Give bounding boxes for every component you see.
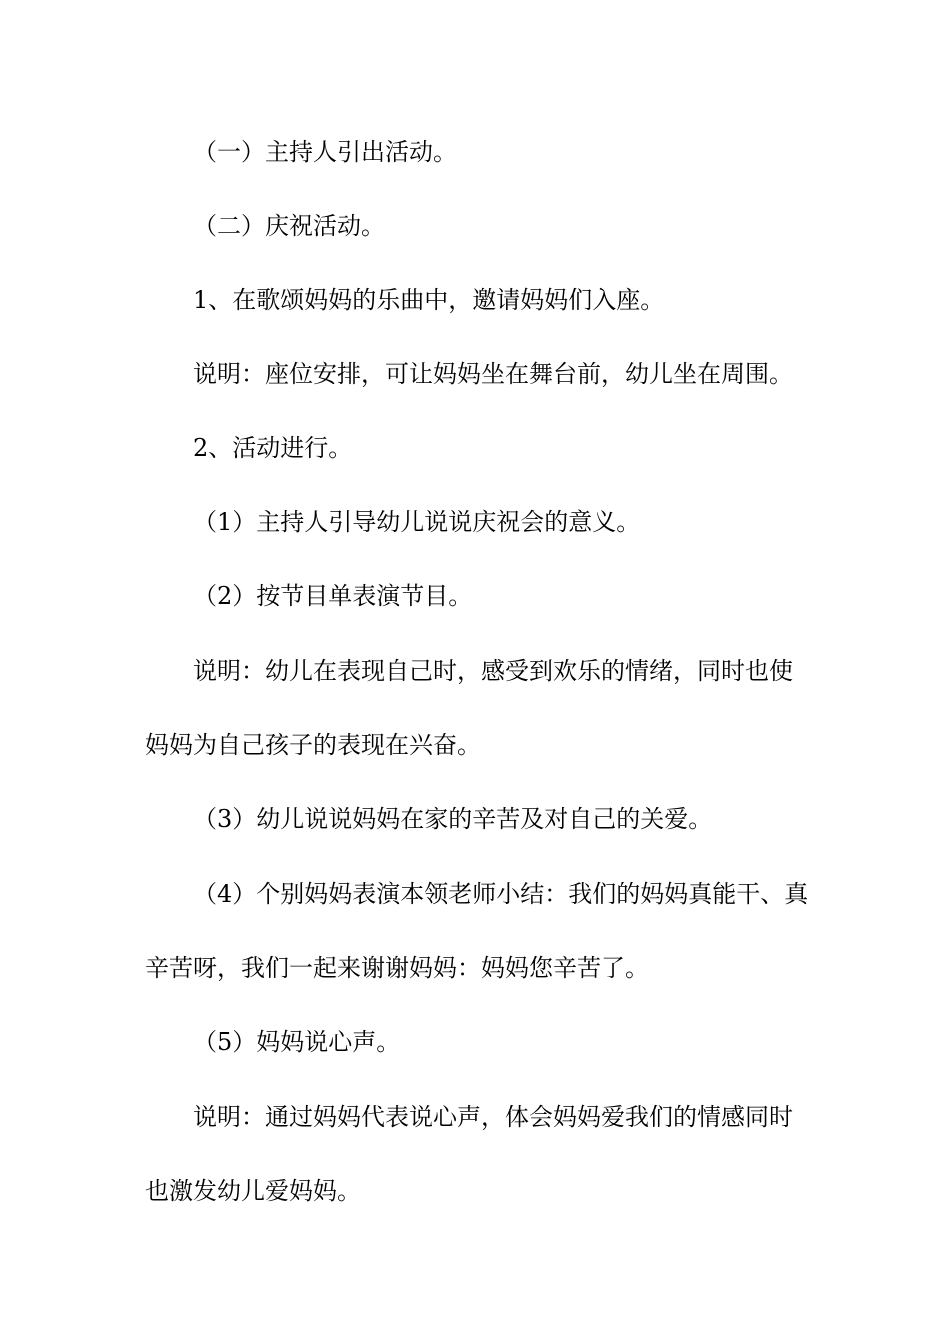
paragraph-note-performance: 说明：幼儿在表现自己时，感受到欢乐的情绪，同时也使妈妈为自己孩子的表现在兴奋。	[145, 657, 793, 759]
document-body	[145, 128, 810, 1241]
paragraph-substep-4: （4）个别妈妈表演本领老师小结：我们的妈妈真能干、真辛苦呀，我们一起来谢谢妈妈：妈妈您辛苦了。	[145, 880, 809, 982]
paragraph-celebration: （二）庆祝活动。	[193, 212, 385, 240]
paragraph-substep-5: （5）妈妈说心声。	[193, 1028, 401, 1056]
paragraph-note-seating: 说明：座位安排，可让妈妈坐在舞台前，幼儿坐在周围。	[193, 360, 793, 388]
paragraph-note-heart: 说明：通过妈妈代表说心声，体会妈妈爱我们的情感同时也激发幼儿爱妈妈。	[145, 1103, 793, 1205]
paragraph-step-1: 1、在歌颂妈妈的乐曲中，邀请妈妈们入座。	[193, 286, 665, 314]
paragraph-substep-1: （1）主持人引导幼儿说说庆祝会的意义。	[193, 508, 641, 536]
paragraph-host-intro: （一）主持人引出活动。	[193, 138, 457, 166]
paragraph-step-2: 2、活动进行。	[193, 434, 353, 462]
paragraph-substep-3: （3）幼儿说说妈妈在家的辛苦及对自己的关爱。	[193, 805, 713, 833]
paragraph-substep-2: （2）按节目单表演节目。	[193, 582, 473, 610]
